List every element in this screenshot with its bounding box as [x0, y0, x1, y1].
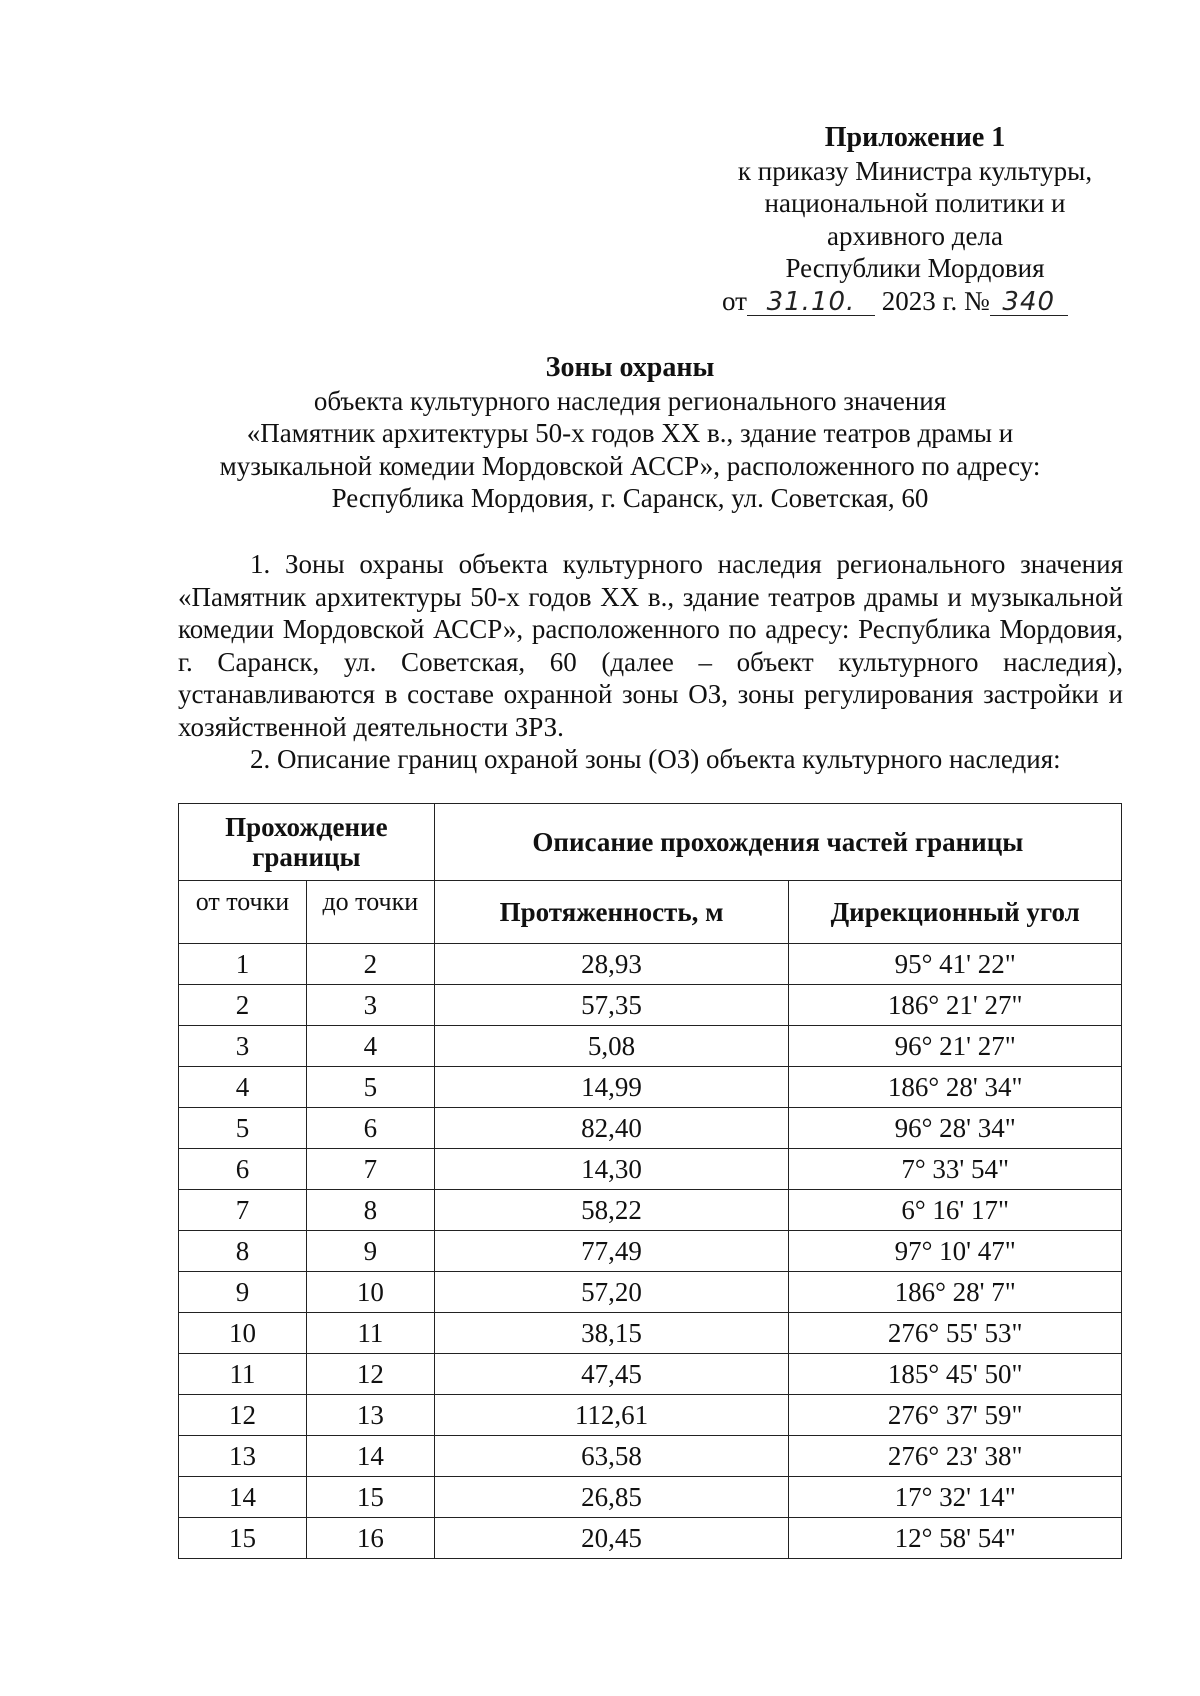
cell-from-point: 11 [179, 1354, 307, 1395]
table-row [179, 944, 1122, 985]
cell-length: 58,22 [434, 1190, 789, 1231]
paragraph-1: 1. Зоны охраны объекта культурного наследия регионального значения «Памятник архитектуры 50-х годов XX в., здание театров драмы и музыкальной комедии Мордовской АССР», расположенного по адресу: Республика Мордовия, г. Саранск, ул. Советская, 60 (далее – объект культурного наследия), устанавливаются в составе охранной зоны ОЗ, зоны регулирования застройки и хозяйственной деятельности ЗРЗ. [178, 549, 1123, 742]
cell-angle: 276° 23' 38" [789, 1436, 1122, 1477]
cell-from-point: 1 [179, 944, 307, 985]
cell-to-point: 13 [306, 1395, 434, 1436]
table-row [179, 1067, 1122, 1108]
order-date-handwritten: 31.10. [747, 289, 875, 316]
cell-from-point: 8 [179, 1231, 307, 1272]
cell-from-point: 7 [179, 1190, 307, 1231]
cell-from-point: 3 [179, 1026, 307, 1067]
header-boundary-passage: Прохождение границы [179, 804, 435, 881]
appendix-title: Приложение 1 [824, 122, 1006, 153]
table-row [179, 1518, 1122, 1559]
cell-length: 82,40 [434, 1108, 789, 1149]
cell-angle: 96° 21' 27" [789, 1026, 1122, 1067]
table-body [179, 944, 1122, 1559]
header-from-point: от точки [179, 881, 307, 944]
title-line: Республика Мордовия, г. Саранск, ул. Советская, 60 [331, 483, 929, 513]
cell-from-point: 14 [179, 1477, 307, 1518]
table-row [179, 1231, 1122, 1272]
cell-length: 5,08 [434, 1026, 789, 1067]
appendix-line: Республики Мордовия [785, 253, 1045, 283]
table-row [179, 1190, 1122, 1231]
header-to-point: до точки [306, 881, 434, 944]
appendix-line: архивного дела [827, 220, 1003, 251]
cell-length: 26,85 [434, 1477, 789, 1518]
table-row [179, 1108, 1122, 1149]
document-title [160, 352, 1100, 515]
boundary-table [178, 803, 1122, 1559]
appendix-line: к приказу Министра культуры, [737, 155, 1093, 186]
cell-to-point: 7 [306, 1149, 434, 1190]
title-line: «Памятник архитектуры 50-х годов XX в., здание театров драмы и [246, 418, 1014, 448]
table-row [179, 1436, 1122, 1477]
cell-to-point: 2 [306, 944, 434, 985]
title-line: музыкальной комедии Мордовской АССР», расположенного по адресу: [219, 450, 1041, 481]
header-boundary-description: Описание прохождения частей границы [434, 804, 1121, 881]
appendix-header [700, 122, 1130, 317]
paragraph-2: 2. Описание границ охраной зоны (ОЗ) объекта культурного наследия: [250, 744, 1061, 774]
cell-length: 77,49 [434, 1231, 789, 1272]
title-main: Зоны охраны [545, 352, 715, 383]
cell-from-point: 10 [179, 1313, 307, 1354]
cell-to-point: 14 [306, 1436, 434, 1477]
cell-angle: 12° 58' 54" [789, 1518, 1122, 1559]
order-prefix: от [722, 285, 747, 316]
table-subheader-row [179, 881, 1122, 944]
cell-to-point: 16 [306, 1518, 434, 1559]
cell-angle: 7° 33' 54" [789, 1149, 1122, 1190]
table-row [179, 1395, 1122, 1436]
cell-to-point: 10 [306, 1272, 434, 1313]
appendix-line: национальной политики и [764, 188, 1066, 218]
cell-angle: 186° 28' 34" [789, 1067, 1122, 1108]
table-row [179, 1313, 1122, 1354]
cell-length: 20,45 [434, 1518, 789, 1559]
body-text [178, 548, 1123, 776]
cell-angle: 185° 45' 50" [789, 1354, 1122, 1395]
cell-from-point: 2 [179, 985, 307, 1026]
table-row [179, 1272, 1122, 1313]
cell-angle: 186° 21' 27" [789, 985, 1122, 1026]
cell-angle: 276° 55' 53" [789, 1313, 1122, 1354]
cell-to-point: 6 [306, 1108, 434, 1149]
title-line: объекта культурного наследия регионального значения [313, 385, 947, 416]
cell-to-point: 11 [306, 1313, 434, 1354]
table-header-row [179, 804, 1122, 881]
table-row [179, 1477, 1122, 1518]
cell-from-point: 4 [179, 1067, 307, 1108]
cell-length: 14,30 [434, 1149, 789, 1190]
cell-length: 57,35 [434, 985, 789, 1026]
cell-length: 47,45 [434, 1354, 789, 1395]
cell-length: 28,93 [434, 944, 789, 985]
cell-length: 63,58 [434, 1436, 789, 1477]
cell-from-point: 15 [179, 1518, 307, 1559]
cell-angle: 276° 37' 59" [789, 1395, 1122, 1436]
table-row [179, 985, 1122, 1026]
cell-length: 38,15 [434, 1313, 789, 1354]
cell-angle: 6° 16' 17" [789, 1190, 1122, 1231]
cell-to-point: 8 [306, 1190, 434, 1231]
cell-angle: 97° 10' 47" [789, 1231, 1122, 1272]
cell-angle: 17° 32' 14" [789, 1477, 1122, 1518]
cell-length: 57,20 [434, 1272, 789, 1313]
header-angle: Дирекционный угол [789, 881, 1122, 944]
table-row [179, 1354, 1122, 1395]
header-length: Протяженность, м [434, 881, 789, 944]
cell-to-point: 5 [306, 1067, 434, 1108]
cell-to-point: 4 [306, 1026, 434, 1067]
cell-from-point: 5 [179, 1108, 307, 1149]
cell-to-point: 15 [306, 1477, 434, 1518]
cell-length: 14,99 [434, 1067, 789, 1108]
cell-length: 112,61 [434, 1395, 789, 1436]
order-line [700, 285, 1130, 318]
cell-angle: 96° 28' 34" [789, 1108, 1122, 1149]
cell-from-point: 12 [179, 1395, 307, 1436]
cell-to-point: 9 [306, 1231, 434, 1272]
table-row [179, 1149, 1122, 1190]
cell-from-point: 9 [179, 1272, 307, 1313]
cell-from-point: 13 [179, 1436, 307, 1477]
cell-angle: 186° 28' 7" [789, 1272, 1122, 1313]
order-number-handwritten: 340 [990, 289, 1068, 316]
cell-angle: 95° 41' 22" [789, 944, 1122, 985]
cell-to-point: 3 [306, 985, 434, 1026]
order-year: 2023 г. № [881, 285, 990, 316]
table-row [179, 1026, 1122, 1067]
cell-from-point: 6 [179, 1149, 307, 1190]
cell-to-point: 12 [306, 1354, 434, 1395]
